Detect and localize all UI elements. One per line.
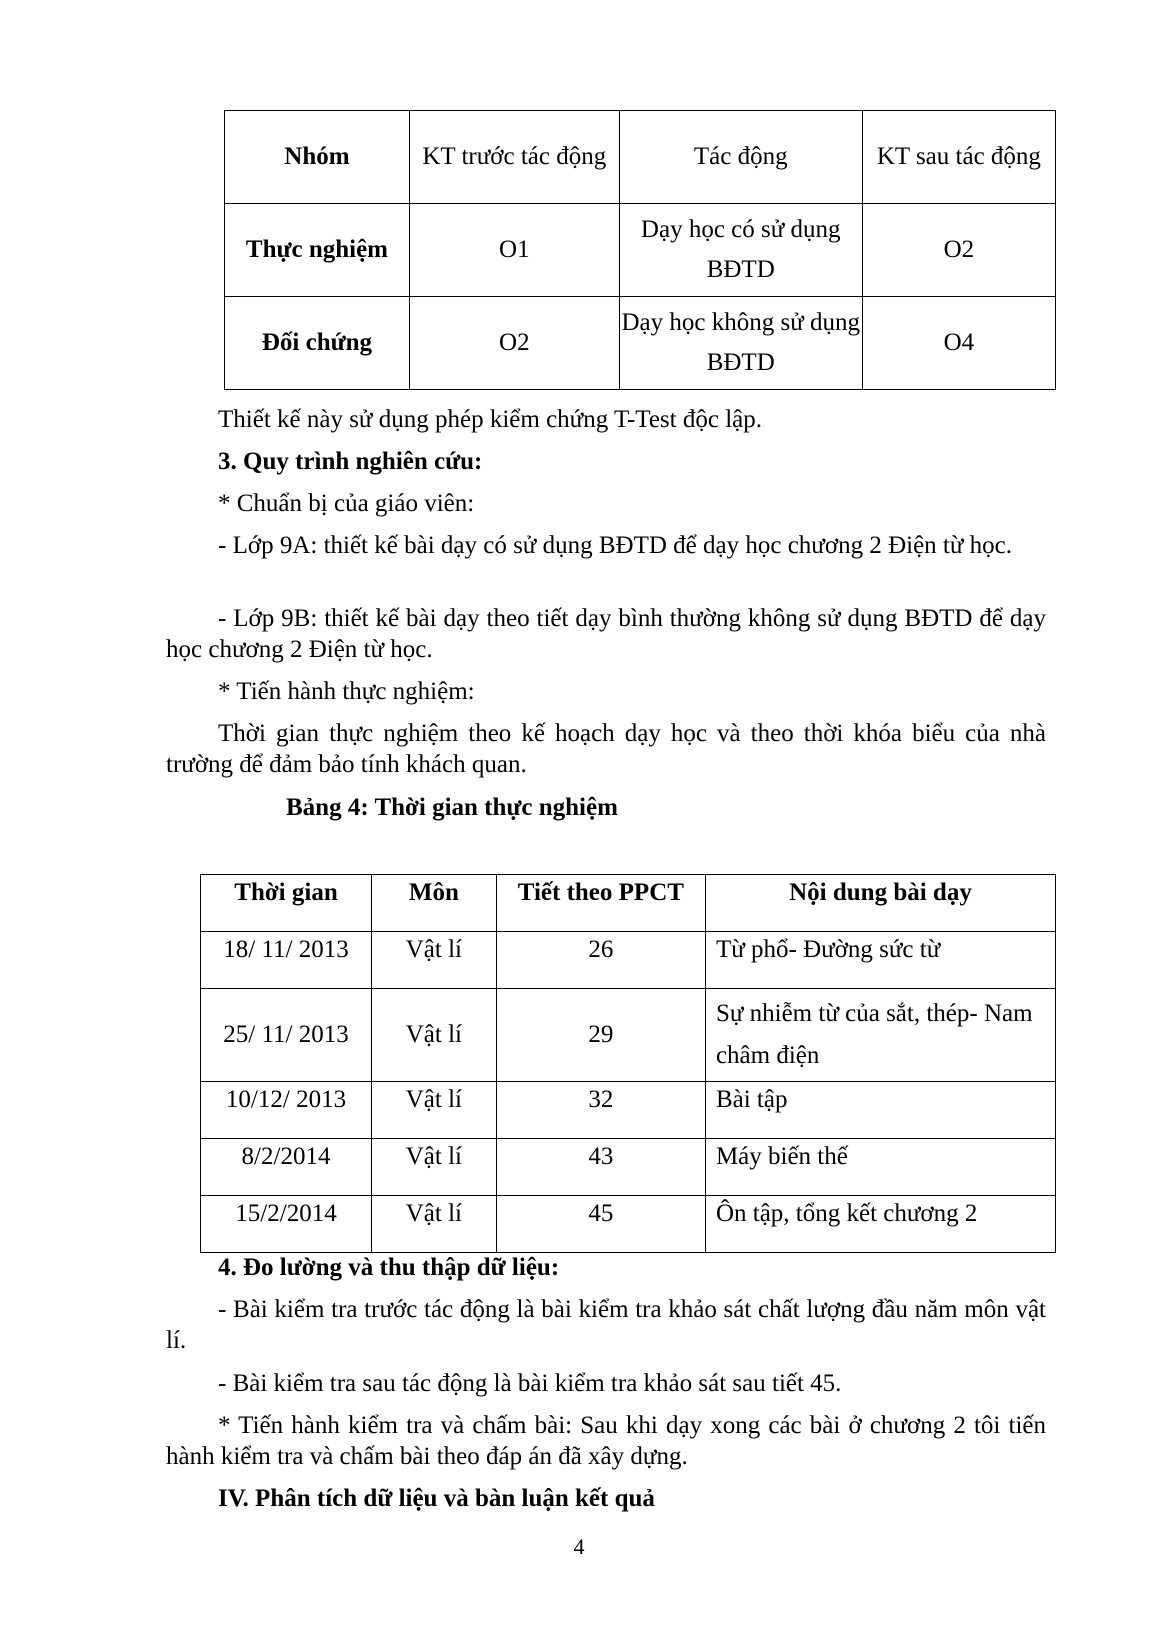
table-cell: 10/12/ 2013	[201, 1082, 372, 1139]
header-cell: Môn	[372, 875, 497, 932]
pre-test-paragraph: - Bài kiểm tra trước tác động là bài kiểm tra khảo sát chất lượng đầu năm môn vật lí.	[166, 1296, 1046, 1354]
header-cell: KT trước tác động	[409, 111, 619, 204]
class-9b-paragraph: - Lớp 9B: thiết kế bài dạy theo tiết dạy bình thường không sử dụng BĐTD để dạy học chương 2 Điện từ học.	[166, 605, 1046, 663]
header-cell: Thời gian	[201, 875, 372, 932]
grading-paragraph: * Tiến hành kiểm tra và chấm bài: Sau khi dạy xong các bài ở chương 2 tôi tiến hành kiểm tra và chấm bài theo đáp án đã xây dựng.	[166, 1412, 1046, 1470]
section-heading-iv: IV. Phân tích dữ liệu và bàn luận kết quả	[218, 1485, 655, 1512]
table-cell: Ôn tập, tổng kết chương 2	[705, 1196, 1055, 1253]
table-cell: 15/2/2014	[201, 1196, 372, 1253]
table-cell: 45	[496, 1196, 705, 1253]
table-cell: O2	[409, 297, 619, 390]
table-row	[201, 1082, 1056, 1139]
table-cell: Vật lí	[372, 1082, 497, 1139]
table-cell: Vật lí	[372, 932, 497, 989]
table-cell: 26	[496, 932, 705, 989]
schedule-table	[200, 874, 1056, 1253]
header-cell: Nội dung bài dạy	[705, 875, 1055, 932]
table-header-row	[225, 111, 1056, 204]
time-paragraph: Thời gian thực nghiệm theo kế hoạch dạy học và theo thời khóa biểu của nhà trường để đảm bảo tính khách quan.	[166, 720, 1046, 778]
header-cell: Nhóm	[225, 111, 410, 204]
table-cell: Đối chứng	[225, 297, 410, 390]
table-cell: 32	[496, 1082, 705, 1139]
header-cell: Tiết theo PPCT	[496, 875, 705, 932]
table-row	[201, 1196, 1056, 1253]
table-cell: Vật lí	[372, 989, 497, 1082]
table-cell: Vật lí	[372, 1139, 497, 1196]
table-cell: O1	[409, 204, 619, 297]
table-row	[201, 932, 1056, 989]
table-cell: Dạy học không sử dụng BĐTD	[619, 297, 862, 390]
table-cell: O4	[862, 297, 1055, 390]
post-test-paragraph: - Bài kiểm tra sau tác động là bài kiểm tra khảo sát sau tiết 45.	[218, 1370, 842, 1397]
table-cell: O2	[862, 204, 1055, 297]
table-cell: Dạy học có sử dụng BĐTD	[619, 204, 862, 297]
table-cell: 8/2/2014	[201, 1139, 372, 1196]
table-cell: Thực nghiệm	[225, 204, 410, 297]
table-row	[225, 297, 1056, 390]
table-row	[201, 1139, 1056, 1196]
table-header-row	[201, 875, 1056, 932]
table-cell: Bài tập	[705, 1082, 1055, 1139]
table-cell: Từ phổ- Đường sức từ	[705, 932, 1055, 989]
table-cell: 25/ 11/ 2013	[201, 989, 372, 1082]
conduct-heading: * Tiến hành thực nghiệm:	[218, 678, 475, 705]
prep-heading: * Chuẩn bị của giáo viên:	[218, 490, 475, 517]
header-cell: KT sau tác động	[862, 111, 1055, 204]
table-cell: Vật lí	[372, 1196, 497, 1253]
table-cell: 29	[496, 989, 705, 1082]
table-row	[201, 989, 1056, 1082]
table-cell: Máy biến thế	[705, 1139, 1055, 1196]
table-cell: 18/ 11/ 2013	[201, 932, 372, 989]
header-cell: Tác động	[619, 111, 862, 204]
table-cell: 43	[496, 1139, 705, 1196]
table-row	[225, 204, 1056, 297]
design-table	[224, 110, 1056, 390]
table-caption: Bảng 4: Thời gian thực nghiệm	[286, 794, 618, 821]
table-cell: Sự nhiễm từ của sắt, thép- Nam châm điện	[705, 989, 1055, 1082]
design-note: Thiết kế này sử dụng phép kiểm chứng T-Test độc lập.	[218, 406, 762, 433]
section-heading-3: 3. Quy trình nghiên cứu:	[218, 448, 483, 475]
page-number: 4	[573, 1534, 585, 1559]
section-heading-4: 4. Đo lường và thu thập dữ liệu:	[218, 1254, 560, 1281]
class-9a-paragraph: - Lớp 9A: thiết kế bài dạy có sử dụng BĐTD để dạy học chương 2 Điện từ học.	[218, 532, 1013, 559]
